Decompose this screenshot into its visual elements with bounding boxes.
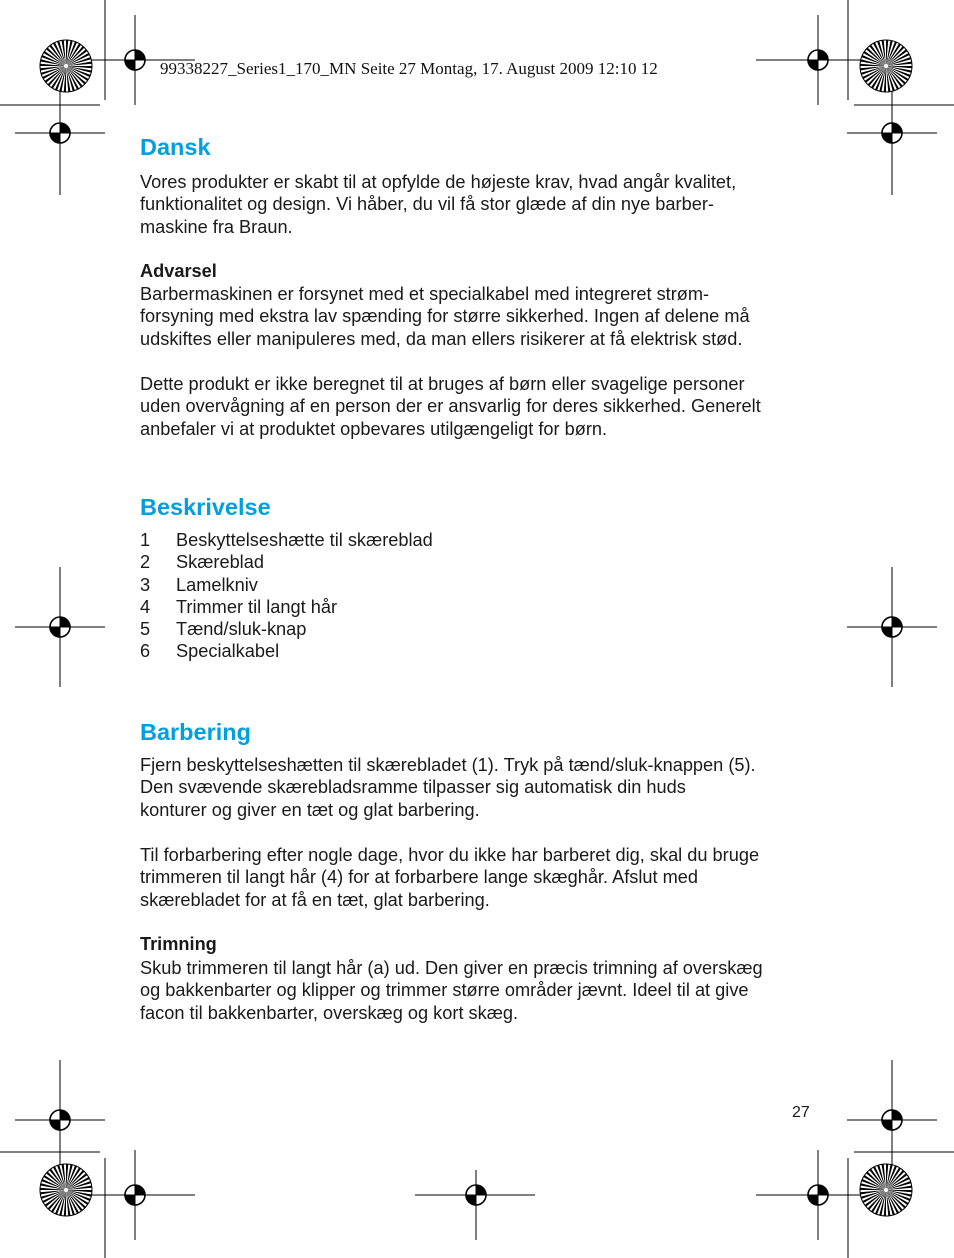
heading-dansk: Dansk bbox=[140, 134, 211, 160]
list-item: 6 Specialkabel bbox=[140, 641, 280, 662]
list-item: 2 Skæreblad bbox=[140, 552, 264, 573]
star-target-icon bbox=[40, 1164, 92, 1216]
registration-mark-icon bbox=[800, 42, 836, 78]
star-target-icon bbox=[860, 40, 912, 92]
barbering-paragraph-1: Fjern beskyttelseshætten til skærebladet (1). Tryk på tænd/sluk-knappen (5). Den svævende skærebladsramme tilpasser sig automatisk din huds konturer og giver en tæt og glat barbering. bbox=[140, 755, 756, 820]
trimning-paragraph: Skub trimmeren til langt hår (a) ud. Den giver en præcis trimning af overskæg og bakkenbarter og klipper og trimmer større områder jævnt. Ideel til at give facon til bakkenbarter, overskæg og kort skæg. bbox=[140, 958, 763, 1023]
registration-mark-icon bbox=[458, 1177, 494, 1213]
registration-mark-icon bbox=[42, 1102, 78, 1138]
registration-mark-icon bbox=[874, 1102, 910, 1138]
registration-mark-icon bbox=[117, 42, 153, 78]
list-item: 5 Tænd/sluk-knap bbox=[140, 619, 307, 640]
registration-mark-icon bbox=[42, 115, 78, 151]
list-item: 1 Beskyttelseshætte til skæreblad bbox=[140, 530, 433, 550]
subheading-trimning: Trimning bbox=[140, 934, 217, 954]
registration-mark-icon bbox=[874, 115, 910, 151]
registration-mark-icon bbox=[117, 1177, 153, 1213]
registration-mark-icon bbox=[874, 609, 910, 645]
heading-beskrivelse: Beskrivelse bbox=[140, 494, 271, 520]
heading-barbering: Barbering bbox=[140, 719, 251, 745]
barbering-paragraph-2: Til forbarbering efter nogle dage, hvor du ikke har barberet dig, skal du bruge trimmeren til langt hår (4) for at forbarbere lange skæghår. Afslut med skærebladet for at få en tæt, glat barbering. bbox=[140, 845, 760, 910]
registration-mark-icon bbox=[800, 1177, 836, 1213]
warning-text: Barbermaskinen er forsynet med et specialkabel med integreret strøm- forsyning med ekstra lav spænding for større sikkerhed. Ingen af delene må udskiftes eller manipuleres med, da man ellers risikerer at få elektrisk stød. bbox=[140, 284, 750, 349]
list-item: 3 Lamelkniv bbox=[140, 574, 258, 595]
children-warning-text: Dette produkt er ikke beregnet til at bruges af børn eller svagelige personer uden overvågning af en person der er ansvarlig for deres sikkerhed. Generelt anbefaler vi at produktet opbevares utilgængeligt for børn. bbox=[140, 374, 761, 439]
page-number: 27 bbox=[792, 1104, 810, 1121]
print-slug: 99338227_Series1_170_MN Seite 27 Montag, 17. August 2009 12:10 12 bbox=[160, 59, 658, 78]
registration-mark-icon bbox=[42, 609, 78, 645]
subheading-advarsel: Advarsel bbox=[140, 261, 217, 281]
parts-list bbox=[140, 529, 433, 663]
star-target-icon bbox=[40, 40, 92, 92]
star-target-icon bbox=[860, 1164, 912, 1216]
dansk-intro: Vores produkter er skabt til at opfylde de højeste krav, hvad angår kvalitet, funktionalitet og design. Vi håber, du vil få stor glæde af din nye barber- maskine fra Braun. bbox=[140, 172, 737, 237]
list-item: 4 Trimmer til langt hår bbox=[140, 596, 338, 617]
